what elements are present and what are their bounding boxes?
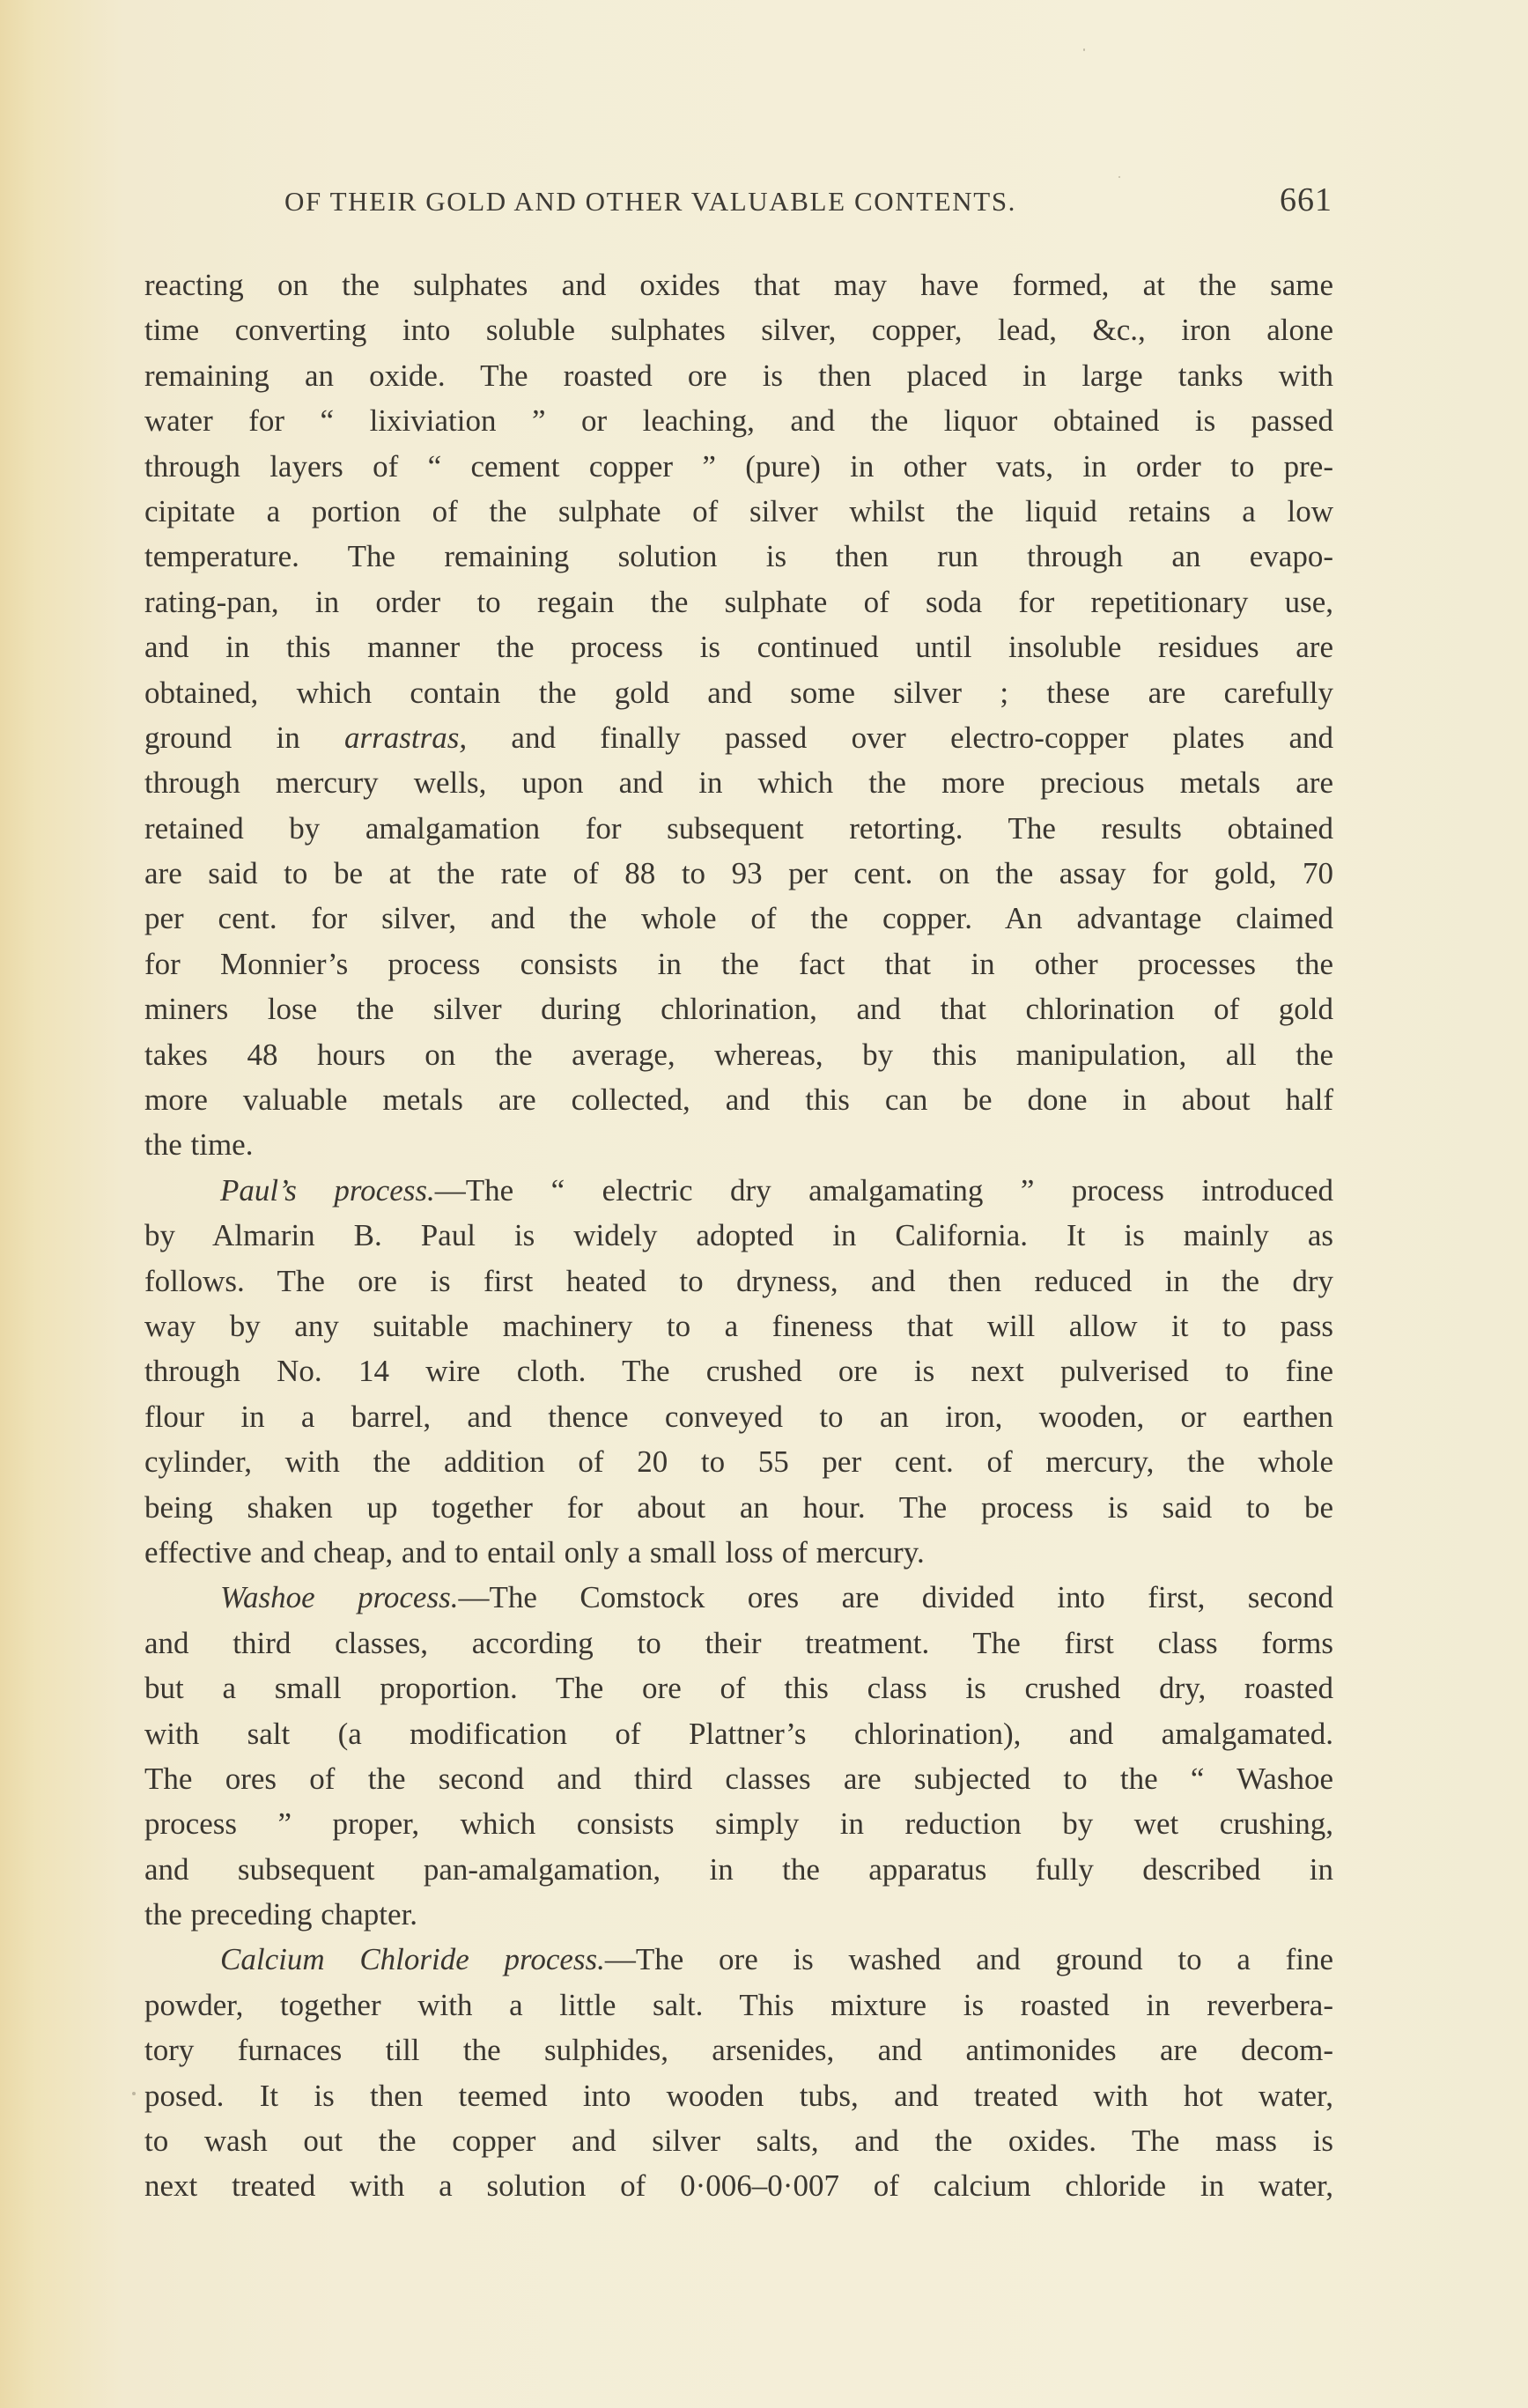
text-line: per cent. for silver, and the whole of the copper. An advantage claimed xyxy=(144,901,1333,936)
text-line: reacting on the sulphates and oxides that may have formed, at the same xyxy=(144,268,1333,302)
text-line: remaining an oxide. The roasted ore is then placed in large tanks with xyxy=(144,358,1333,393)
paper-speck xyxy=(132,2092,136,2095)
text-line: cylinder, with the addition of 20 to 55 per cent. of mercury, the whole xyxy=(144,1444,1333,1480)
text-line: rating-pan, in order to regain the sulphate of soda for repetitionary use, xyxy=(144,584,1333,619)
text-line: the time. xyxy=(144,1127,254,1163)
text-line: next treated with a solution of 0·006–0·007 of calcium chloride in water, xyxy=(144,2168,1333,2204)
text-segment: —The ore is washed and ground to a fine xyxy=(604,1942,1333,1977)
text-line: takes 48 hours on the average, whereas, by this manipulation, all the xyxy=(144,1037,1333,1072)
paper-speck xyxy=(1118,176,1120,178)
text-line: to wash out the copper and silver salts, and the oxides. The mass is xyxy=(144,2124,1333,2159)
text-line: temperature. The remaining solution is then run through an evapo- xyxy=(144,539,1333,574)
section-washoe-process-first-line xyxy=(144,1575,1333,1620)
text-line: process ” proper, which consists simply in reduction by wet crushing, xyxy=(144,1806,1333,1842)
text-line: way by any suitable machinery to a fineness that will allow it to pass xyxy=(144,1308,1333,1343)
text-segment: ground in xyxy=(144,720,345,755)
body-text xyxy=(144,262,1333,2209)
section-heading-calcium-chloride-process: Calcium Chloride process. xyxy=(220,1942,605,1977)
text-line: follows. The ore is first heated to dryness, and then reduced in the dry xyxy=(144,1263,1333,1298)
section-heading-washoe-process: Washoe process. xyxy=(220,1580,459,1615)
section-heading-pauls-process: Paul’s process. xyxy=(220,1172,435,1208)
text-line: water for “ lixiviation ” or leaching, and the liquor obtained is passed xyxy=(144,403,1333,439)
text-line: tory furnaces till the sulphides, arsenides, and antimonides are decom- xyxy=(144,2033,1333,2068)
text-line: with salt (a modification of Plattner’s chlorination), and amalgamated. xyxy=(144,1716,1333,1751)
text-line: but a small proportion. The ore of this class is crushed dry, roasted xyxy=(144,1671,1333,1706)
text-line: through No. 14 wire cloth. The crushed ore is next pulverised to fine xyxy=(144,1354,1333,1389)
text-line: posed. It is then teemed into wooden tubs, and treated with hot water, xyxy=(144,2078,1333,2113)
text-line: through mercury wells, upon and in which the more precious metals are xyxy=(144,765,1333,801)
text-line: retained by amalgamation for subsequent retorting. The results obtained xyxy=(144,810,1333,846)
paper-speck xyxy=(1083,48,1085,51)
text-line: effective and cheap, and to entail only a small loss of mercury. xyxy=(144,1534,925,1570)
text-line: obtained, which contain the gold and some silver ; these are carefully xyxy=(144,675,1333,710)
text-line: more valuable metals are collected, and this can be done in about half xyxy=(144,1082,1333,1118)
text-line: being shaken up together for about an hour. The process is said to be xyxy=(144,1489,1333,1525)
text-line: powder, together with a little salt. This mixture is roasted in reverbera- xyxy=(144,1987,1333,2022)
text-line: flour in a barrel, and thence conveyed to an iron, wooden, or earthen xyxy=(144,1399,1333,1434)
text-line: for Monnier’s process consists in the fact that in other processes the xyxy=(144,946,1333,981)
text-segment: and finally passed over electro-copper plates and xyxy=(467,720,1333,755)
text-line: miners lose the silver during chlorination, and that chlorination of gold xyxy=(144,992,1333,1027)
text-line-arrastras xyxy=(144,715,1333,760)
italic-term-arrastras: arrastras, xyxy=(344,720,468,755)
text-segment: —The “ electric dry amalgamating ” process introduced xyxy=(434,1172,1333,1208)
section-pauls-process-first-line xyxy=(144,1168,1333,1213)
text-line: the preceding chapter. xyxy=(144,1897,418,1932)
running-head-title: OF THEIR GOLD AND OTHER VALUABLE CONTENTS. xyxy=(284,186,1017,217)
text-line: are said to be at the rate of 88 to 93 per cent. on the assay for gold, 70 xyxy=(144,856,1333,891)
text-line: and subsequent pan-amalgamation, in the apparatus fully described in xyxy=(144,1851,1333,1887)
text-line: by Almarin B. Paul is widely adopted in California. It is mainly as xyxy=(144,1218,1333,1253)
page-number: 661 xyxy=(1280,181,1332,218)
section-calcium-chloride-first-line xyxy=(144,1937,1333,1982)
text-line: and in this manner the process is continued until insoluble residues are xyxy=(144,630,1333,665)
text-line: and third classes, according to their treatment. The first class forms xyxy=(144,1625,1333,1660)
text-line: The ores of the second and third classes are subjected to the “ Washoe xyxy=(144,1761,1333,1796)
running-head xyxy=(284,181,1332,225)
text-line: cipitate a portion of the sulphate of silver whilst the liquid retains a low xyxy=(144,493,1333,528)
text-line: through layers of “ cement copper ” (pure) in other vats, in order to pre- xyxy=(144,448,1333,484)
text-segment: —The Comstock ores are divided into first, second xyxy=(458,1580,1333,1615)
text-line: time converting into soluble sulphates silver, copper, lead, &c., iron alone xyxy=(144,313,1333,348)
